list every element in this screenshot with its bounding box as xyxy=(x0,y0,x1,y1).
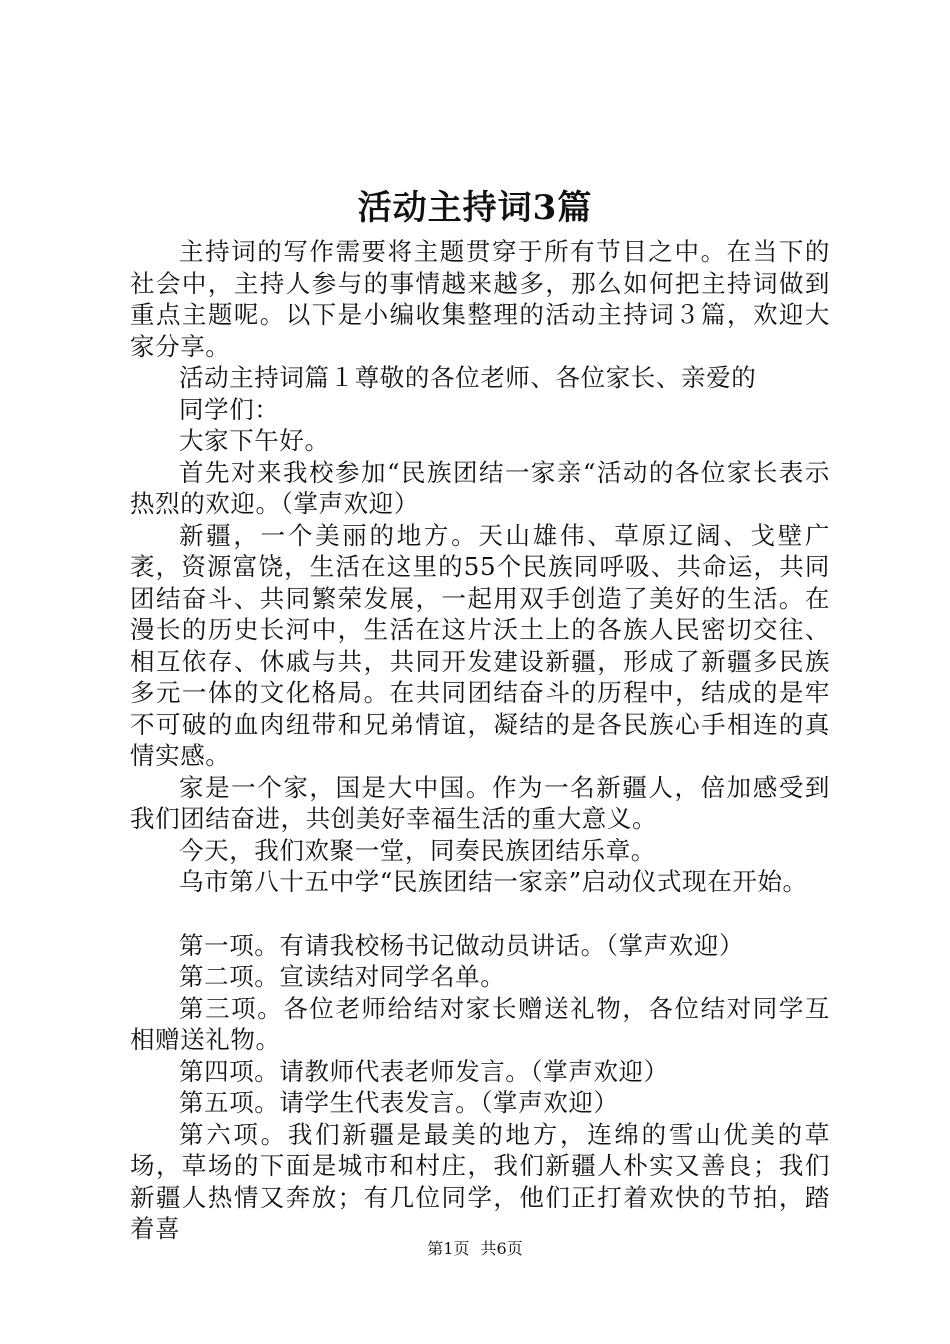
paragraph-item-4: 第四项。请教师代表老师发言。（掌声欢迎） xyxy=(179,1056,669,1086)
paragraph-welcome: 首先对来我校参加“民族团结一家亲“活动的各位家长表示热烈的欢迎。（掌声欢迎） xyxy=(130,457,830,518)
document-title: 活动主持词3篇 xyxy=(357,188,593,228)
page-footer xyxy=(0,1238,950,1260)
paragraph-greeting: 大家下午好。 xyxy=(179,426,330,455)
paragraph-item-3: 第三项。各位老师给结对家长赠送礼物，各位结对同学互相赠送礼物。 xyxy=(130,993,830,1054)
paragraph-spacer xyxy=(130,898,830,930)
paragraph-xinjiang: 新疆，一个美丽的地方。天山雄伟、草原辽阔、戈壁广袤，资源富饶，生活在这里的55个民族同呼吸、共命运，共同团结奋斗、共同繁荣发展，一起用双手创造了美好的生活。在漫长的历史长河中，生活在这片沃土上的各族人民密切交往、相互依存、休戚与共，共同开发建设新疆，形成了新疆多民族多元一体的文化格局。在共同团结奋斗的历程中，结成的是牢不可破的血肉纽带和兄弟情谊，凝结的是各民族心手相连的真情实感。 xyxy=(130,520,830,770)
page-number: 第1页 xyxy=(427,1239,470,1258)
paragraph-host-intro: 活动主持词篇１尊敬的各位老师、各位家长、亲爱的 xyxy=(179,363,757,392)
paragraph-ceremony-start: 乌市第八十五中学“民族团结一家亲”启动仪式现在开始。 xyxy=(179,867,808,896)
intro-paragraph: 主持词的写作需要将主题贯穿于所有节目之中。在当下的社会中，主持人参与的事情越来越多，那么如何把主持词做到重点主题呢。以下是小编收集整理的活动主持词３篇，欢迎大家分享。 xyxy=(130,237,830,361)
paragraph-item-6: 第六项。我们新疆是最美的地方，连绵的雪山优美的草场，草场的下面是城市和村庄，我们新疆人朴实又善良；我们新疆人热情又奔放；有几位同学，他们正打着欢快的节拍，踏着喜 xyxy=(130,1119,830,1243)
document-body xyxy=(130,236,830,1245)
paragraph-salutation: 同学们： xyxy=(179,394,280,424)
paragraph-item-2: 第二项。宣读结对同学名单。 xyxy=(179,962,506,991)
paragraph-item-1: 第一项。有请我校杨书记做动员讲话。（掌声欢迎） xyxy=(179,930,745,960)
paragraph-home-country: 家是一个家，国是大中国。作为一名新疆人，倍加感受到我们团结奋进，共创美好幸福生活的重大意义。 xyxy=(130,772,830,833)
paragraph-today: 今天，我们欢聚一堂，同奏民族团结乐章。 xyxy=(179,835,656,865)
paragraph-item-5: 第五项。请学生代表发言。（掌声欢迎） xyxy=(179,1088,619,1117)
page-total: 共6页 xyxy=(480,1239,523,1258)
